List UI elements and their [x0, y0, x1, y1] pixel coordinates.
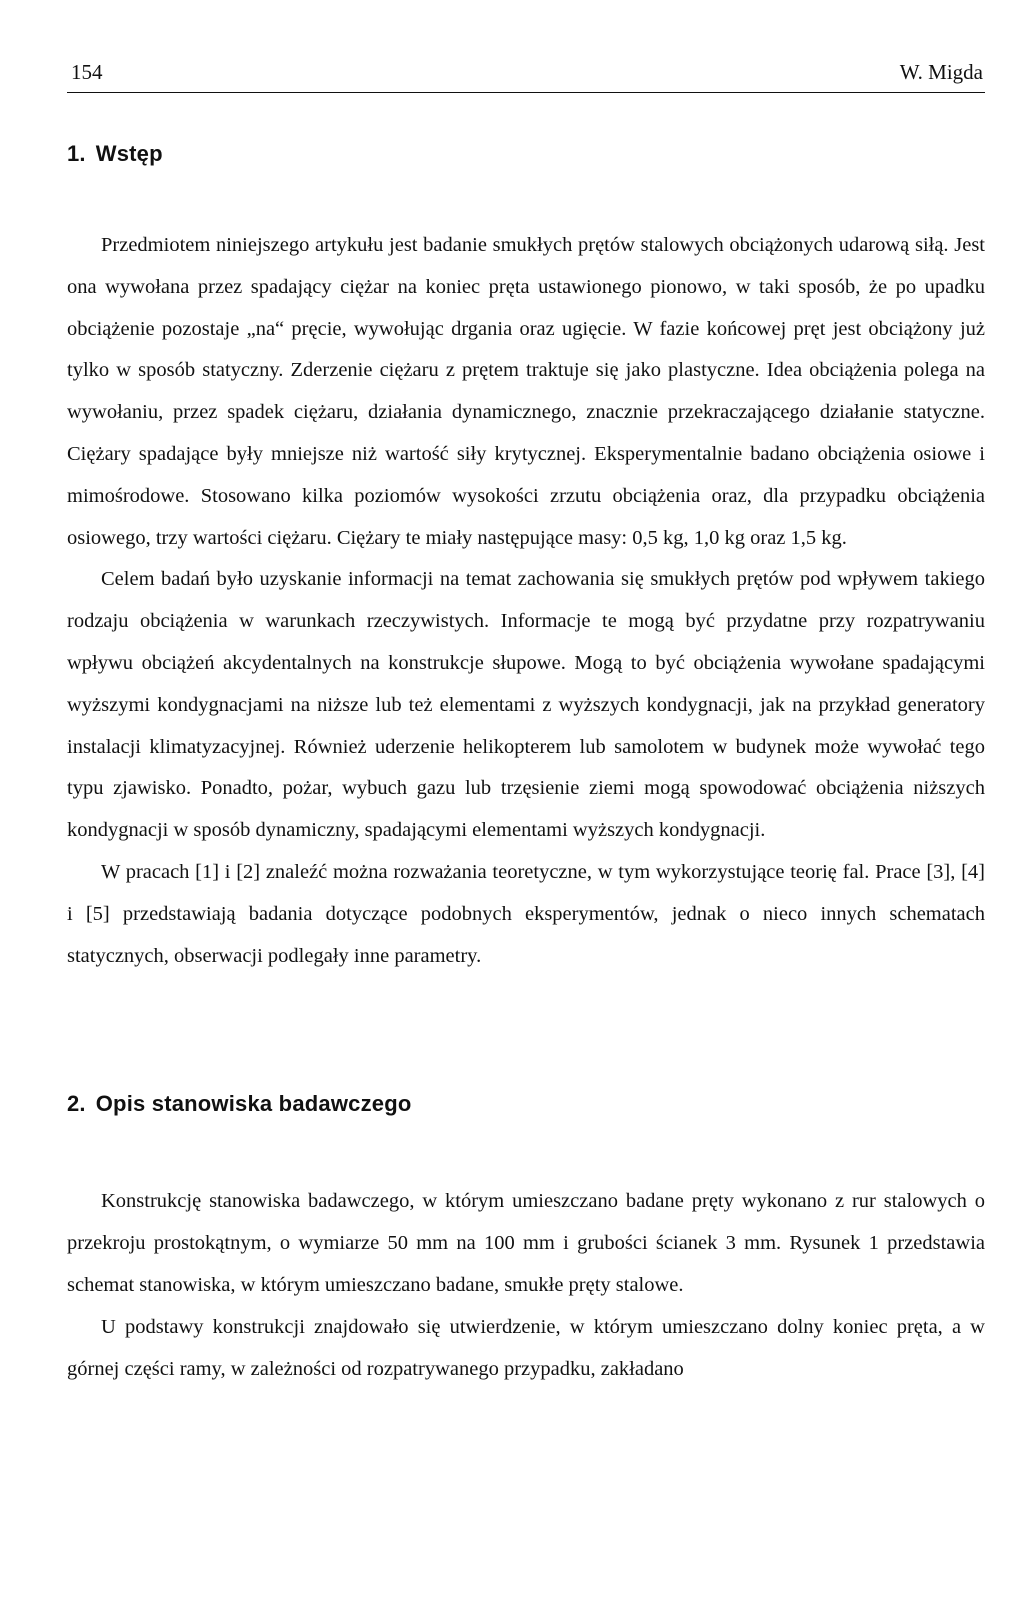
section-title: Wstęp — [95, 141, 163, 166]
section-number: 1. — [67, 141, 86, 166]
document-page — [67, 50, 985, 1390]
paragraph: U podstawy konstrukcji znajdowało się utwierdzenie, w którym umieszczano dolny koniec pręta, a w górnej części ramy, w zależności od rozpatrywanego przypadku, zakładano — [67, 1315, 985, 1380]
running-header — [67, 50, 985, 93]
paragraph: Celem badań było uzyskanie informacji na temat zachowania się smukłych prętów pod wpływem takiego rodzaju obciążenia w warunkach rzeczywistych. Informacje te mogą być przydatne przy rozpatrywaniu wpływu obciążeń akcydentalnych na konstrukcje słupowe. Mogą to być obciążenia wywołane spadającymi wyższymi kondygnacjami na niższe lub też elementami z wyższych kondygnacji, jak na przykład generatory instalacji klimatyzacyjnej. Również uderzenie helikopterem lub samolotem w budynek może wywołać tego typu zjawisko. Ponadto, pożar, wybuch gazu lub trzęsienie ziemi mogą spowodować obciążenia niższych kondygnacji w sposób dynamiczny, spadającymi elementami wyższych kondygnacji. — [67, 568, 985, 842]
author-name: W. Migda — [899, 60, 983, 84]
paragraph: Konstrukcję stanowiska badawczego, w którym umieszczano badane pręty wykonano z rur stalowych o przekroju prostokątnym, o wymiarze 50 mm na 100 mm i grubości ścianek 3 mm. Rysunek 1 przedstawia schemat stanowiska, w którym umieszczano badane, smukłe pręty stalowe. — [67, 1190, 985, 1296]
paragraph: Przedmiotem niniejszego artykułu jest badanie smukłych prętów stalowych obciążonych udarową siłą. Jest ona wywołana przez spadający ciężar na koniec pręta ustawionego pionowo, w taki sposób, że po upadku obciążenie pozostaje „na“ pręcie, wywołując drgania oraz ugięcie. W fazie końcowej pręt jest obciążony już tylko w sposób statyczny. Zderzenie ciężaru z prętem traktuje się jako plastyczne. Idea obciążenia polega na wywołaniu, przez spadek ciężaru, działania dynamicznego, znacznie przekraczającego działanie statyczne. Ciężary spadające były mniejsze niż wartość siły krytycznej. Eksperymentalnie badano obciążenia osiowe i mimośrodowe. Stosowano kilka poziomów wysokości zrzutu obciążenia oraz, dla przypadku obciążenia osiowego, trzy wartości ciężaru. Ciężary te miały następujące masy: 0,5 kg, 1,0 kg oraz 1,5 kg. — [67, 234, 985, 549]
paragraph: W pracach [1] i [2] znaleźć można rozważania teoretyczne, w tym wykorzystujące teorię fal. Prace [3], [4] i [5] przedstawiają badania dotyczące podobnych eksperymentów, jednak o nieco innych schematach statycznych, obserwacji podlegały inne parametry. — [67, 860, 985, 967]
section-title: Opis stanowiska badawczego — [95, 1091, 412, 1117]
section-heading-test-stand — [67, 1091, 985, 1117]
section-body-test-stand — [67, 1181, 985, 1390]
page-number: 154 — [71, 60, 103, 84]
section-number: 2. — [67, 1091, 86, 1117]
section-body-intro — [67, 225, 985, 977]
section-heading-intro — [67, 141, 985, 167]
